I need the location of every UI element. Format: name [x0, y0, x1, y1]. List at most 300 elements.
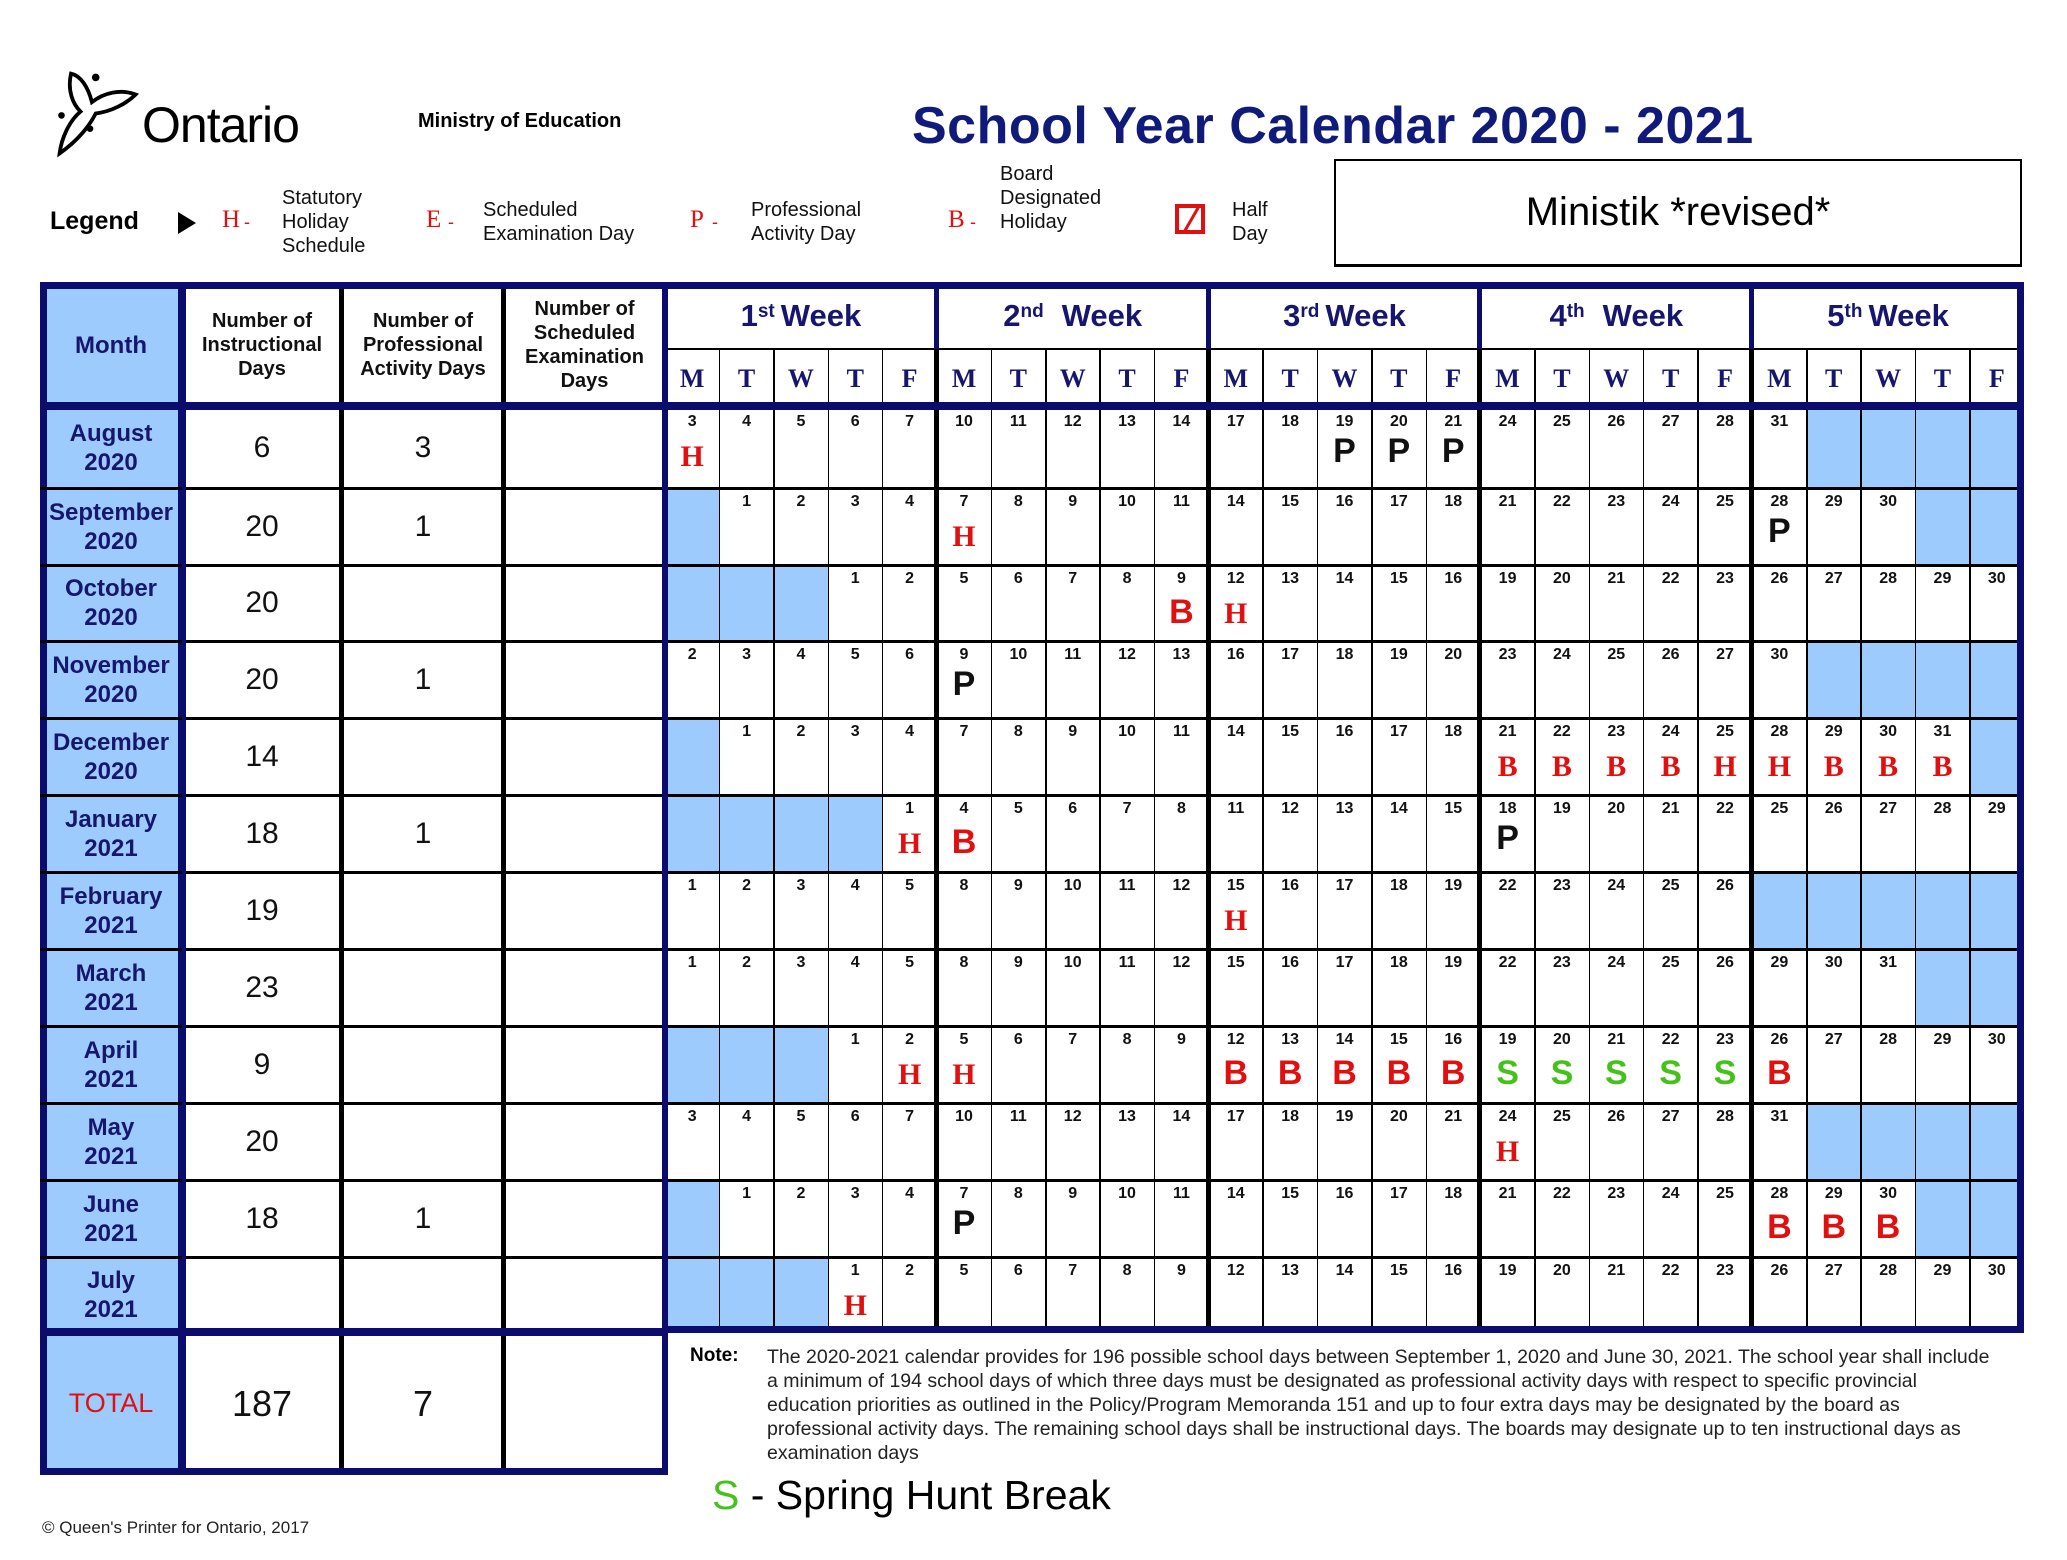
day-cell[interactable]	[828, 872, 882, 949]
day-cell[interactable]	[1807, 565, 1861, 641]
day-cell[interactable]	[1643, 1180, 1697, 1257]
day-cell[interactable]	[1209, 872, 1263, 949]
day-cell[interactable]	[1480, 872, 1534, 949]
day-cell[interactable]	[1100, 565, 1154, 641]
day-cell[interactable]	[1317, 949, 1371, 1026]
day-of-week-header: M	[951, 363, 977, 393]
day-cell[interactable]	[991, 718, 1045, 795]
empty-day-cell	[1861, 872, 1915, 949]
day-cell[interactable]	[1209, 641, 1263, 718]
day-cell[interactable]	[1589, 1180, 1643, 1257]
day-cell[interactable]	[1372, 795, 1426, 872]
day-cell[interactable]	[1480, 488, 1534, 565]
day-cell[interactable]	[1480, 1103, 1534, 1180]
day-cell[interactable]	[1752, 718, 1806, 795]
day-number: 24	[1553, 646, 1571, 663]
page-title: School Year Calendar 2020 - 2021	[912, 97, 1754, 155]
day-cell[interactable]	[1209, 718, 1263, 795]
day-cell[interactable]	[1046, 641, 1100, 718]
day-cell[interactable]	[1915, 1026, 1969, 1103]
day-cell[interactable]	[1643, 565, 1697, 641]
day-cell[interactable]	[882, 1103, 936, 1180]
day-cell[interactable]	[937, 1026, 991, 1103]
day-cell[interactable]	[1317, 1103, 1371, 1180]
day-cell[interactable]	[665, 408, 719, 488]
day-cell[interactable]	[1861, 565, 1915, 641]
day-cell[interactable]	[1263, 718, 1317, 795]
day-cell[interactable]	[1480, 718, 1534, 795]
day-cell[interactable]	[1807, 1026, 1861, 1103]
day-cell[interactable]	[1317, 1026, 1371, 1103]
day-number: 14	[1226, 723, 1245, 740]
day-cell[interactable]	[1698, 488, 1752, 565]
day-cell[interactable]	[1752, 641, 1806, 718]
day-cell[interactable]	[1046, 795, 1100, 872]
day-cell[interactable]	[1643, 641, 1697, 718]
day-cell[interactable]	[719, 641, 773, 718]
grid-line	[40, 717, 182, 720]
day-mark-p: P	[952, 665, 976, 703]
day-number: 13	[1281, 1262, 1300, 1279]
grid-line	[1154, 349, 1156, 1332]
day-cell[interactable]	[1589, 1026, 1643, 1103]
day-cell[interactable]	[774, 949, 828, 1026]
day-cell[interactable]	[1643, 488, 1697, 565]
day-cell[interactable]	[1535, 1026, 1589, 1103]
day-cell[interactable]	[1589, 795, 1643, 872]
day-cell[interactable]	[828, 1180, 882, 1257]
day-cell[interactable]	[1263, 872, 1317, 949]
day-cell[interactable]	[937, 565, 991, 641]
day-cell[interactable]	[1263, 408, 1317, 488]
day-cell[interactable]	[1807, 795, 1861, 872]
day-cell[interactable]	[1209, 1257, 1263, 1332]
day-cell[interactable]	[1535, 795, 1589, 872]
grid-line	[339, 282, 344, 1475]
day-cell[interactable]	[719, 408, 773, 488]
day-cell[interactable]	[1046, 1180, 1100, 1257]
day-cell[interactable]	[1752, 565, 1806, 641]
day-cell[interactable]	[937, 488, 991, 565]
legend-text-e: Scheduled Examination Day	[483, 199, 635, 245]
day-cell[interactable]	[774, 1103, 828, 1180]
day-cell[interactable]	[1154, 718, 1208, 795]
day-cell[interactable]	[1752, 795, 1806, 872]
day-cell[interactable]	[665, 949, 719, 1026]
day-cell[interactable]	[1698, 1257, 1752, 1332]
day-cell[interactable]	[1915, 718, 1969, 795]
day-cell[interactable]	[1046, 488, 1100, 565]
day-cell[interactable]	[1807, 1180, 1861, 1257]
day-cell[interactable]	[1643, 872, 1697, 949]
day-cell[interactable]	[1263, 1026, 1317, 1103]
day-cell[interactable]	[937, 718, 991, 795]
day-cell[interactable]	[882, 408, 936, 488]
day-cell[interactable]	[1426, 408, 1480, 488]
day-cell[interactable]	[774, 641, 828, 718]
day-cell[interactable]	[1317, 565, 1371, 641]
day-cell[interactable]	[1480, 795, 1534, 872]
day-cell[interactable]	[1263, 565, 1317, 641]
day-cell[interactable]	[882, 641, 936, 718]
day-cell[interactable]	[1046, 1026, 1100, 1103]
day-cell[interactable]	[1589, 1103, 1643, 1180]
day-cell[interactable]	[937, 1103, 991, 1180]
day-cell[interactable]	[1589, 641, 1643, 718]
day-cell[interactable]	[1643, 408, 1697, 488]
day-cell[interactable]	[991, 1257, 1045, 1332]
day-cell[interactable]	[828, 488, 882, 565]
day-cell[interactable]	[1046, 718, 1100, 795]
day-cell[interactable]	[1100, 1257, 1154, 1332]
day-cell[interactable]	[1752, 1026, 1806, 1103]
day-cell[interactable]	[1100, 1026, 1154, 1103]
total-instructional-cell: 187	[231, 1382, 293, 1424]
day-cell[interactable]	[1372, 641, 1426, 718]
day-cell[interactable]	[1154, 1103, 1208, 1180]
day-cell[interactable]	[1046, 1103, 1100, 1180]
day-cell[interactable]	[1372, 1257, 1426, 1332]
day-cell[interactable]	[1535, 565, 1589, 641]
day-cell[interactable]	[1100, 641, 1154, 718]
day-cell[interactable]	[774, 872, 828, 949]
day-cell[interactable]	[1915, 1257, 1969, 1332]
week-header-4	[1480, 282, 1752, 349]
day-cell[interactable]	[882, 1257, 936, 1332]
day-cell[interactable]	[1915, 565, 1969, 641]
day-cell[interactable]	[1861, 795, 1915, 872]
month-year: 2021	[84, 1142, 138, 1170]
day-cell[interactable]	[1480, 641, 1534, 718]
day-cell[interactable]	[1154, 1257, 1208, 1332]
day-number: 10	[1009, 646, 1028, 663]
day-cell[interactable]	[1807, 488, 1861, 565]
header-exam	[504, 282, 665, 408]
day-cell[interactable]	[1643, 718, 1697, 795]
day-cell[interactable]	[1263, 795, 1317, 872]
day-cell[interactable]	[1372, 872, 1426, 949]
instructional-days-cell: 23	[245, 970, 279, 1004]
day-cell[interactable]	[882, 872, 936, 949]
grid-line	[1534, 349, 1536, 1332]
day-cell[interactable]	[882, 565, 936, 641]
empty-day-cell	[1915, 949, 1969, 1026]
day-cell[interactable]	[1535, 408, 1589, 488]
day-cell[interactable]	[1046, 565, 1100, 641]
day-cell[interactable]	[1209, 408, 1263, 488]
day-cell[interactable]	[1861, 949, 1915, 1026]
day-cell[interactable]	[1046, 949, 1100, 1026]
day-cell[interactable]	[1154, 488, 1208, 565]
day-cell[interactable]	[1698, 795, 1752, 872]
day-cell[interactable]	[1317, 872, 1371, 949]
day-cell[interactable]	[937, 872, 991, 949]
day-cell[interactable]	[1209, 1103, 1263, 1180]
day-cell[interactable]	[665, 641, 719, 718]
day-cell[interactable]	[1317, 408, 1371, 488]
day-mark-b: B	[1660, 750, 1681, 783]
day-cell[interactable]	[1535, 872, 1589, 949]
day-mark-b: B	[1551, 750, 1572, 783]
day-cell[interactable]	[1698, 565, 1752, 641]
day-cell[interactable]	[1154, 641, 1208, 718]
day-cell[interactable]	[1861, 1026, 1915, 1103]
day-cell[interactable]	[1589, 872, 1643, 949]
day-cell[interactable]	[882, 1026, 936, 1103]
day-cell[interactable]	[1426, 1180, 1480, 1257]
day-cell[interactable]	[937, 641, 991, 718]
day-cell[interactable]	[991, 488, 1045, 565]
day-cell[interactable]	[1480, 565, 1534, 641]
day-cell[interactable]	[1535, 718, 1589, 795]
day-cell[interactable]	[1698, 1103, 1752, 1180]
day-cell[interactable]	[991, 641, 1045, 718]
day-cell[interactable]	[991, 872, 1045, 949]
day-cell[interactable]	[1807, 718, 1861, 795]
day-cell[interactable]	[1861, 718, 1915, 795]
day-number: 19	[1444, 877, 1463, 894]
day-cell[interactable]	[1046, 872, 1100, 949]
day-cell[interactable]	[1861, 1257, 1915, 1332]
day-cell[interactable]	[1535, 488, 1589, 565]
day-cell[interactable]	[1970, 1257, 2024, 1332]
header-professional	[342, 282, 504, 408]
day-cell[interactable]	[1263, 641, 1317, 718]
day-cell[interactable]	[1643, 1026, 1697, 1103]
day-cell[interactable]	[828, 718, 882, 795]
day-cell[interactable]	[1263, 488, 1317, 565]
day-number: 31	[1770, 413, 1789, 430]
day-cell[interactable]	[1535, 1257, 1589, 1332]
day-cell[interactable]	[1100, 872, 1154, 949]
empty-day-cell	[665, 1026, 719, 1103]
day-cell[interactable]	[882, 718, 936, 795]
day-cell[interactable]	[1372, 488, 1426, 565]
day-cell[interactable]	[719, 1103, 773, 1180]
day-number: 25	[1716, 493, 1734, 510]
day-cell[interactable]	[1426, 1257, 1480, 1332]
day-cell[interactable]	[1698, 872, 1752, 949]
day-cell[interactable]	[1480, 1257, 1534, 1332]
professional-days-cell	[342, 872, 504, 949]
day-cell[interactable]	[1426, 1026, 1480, 1103]
day-cell[interactable]	[719, 488, 773, 565]
day-cell[interactable]	[1317, 718, 1371, 795]
day-cell[interactable]	[882, 795, 936, 872]
day-cell[interactable]	[1970, 795, 2024, 872]
day-number: 12	[1172, 877, 1191, 894]
day-cell[interactable]	[1426, 565, 1480, 641]
day-cell[interactable]	[719, 872, 773, 949]
day-cell[interactable]	[1535, 1103, 1589, 1180]
day-cell[interactable]	[1807, 1257, 1861, 1332]
day-cell[interactable]	[1970, 565, 2024, 641]
day-cell[interactable]	[937, 1257, 991, 1332]
day-cell[interactable]	[1589, 408, 1643, 488]
day-cell[interactable]	[1046, 408, 1100, 488]
day-cell[interactable]	[1372, 1026, 1426, 1103]
day-cell[interactable]	[1317, 795, 1371, 872]
day-cell[interactable]	[1154, 408, 1208, 488]
day-cell[interactable]	[1372, 565, 1426, 641]
day-cell[interactable]	[1209, 488, 1263, 565]
day-cell[interactable]	[1263, 1180, 1317, 1257]
day-cell[interactable]	[1752, 1103, 1806, 1180]
day-cell[interactable]	[1589, 565, 1643, 641]
day-cell[interactable]	[1154, 565, 1208, 641]
day-cell[interactable]	[828, 565, 882, 641]
day-cell[interactable]	[1698, 641, 1752, 718]
day-number: 28	[1770, 493, 1789, 510]
day-cell[interactable]	[1426, 488, 1480, 565]
day-cell[interactable]	[1698, 718, 1752, 795]
day-cell[interactable]	[1426, 872, 1480, 949]
day-cell[interactable]	[1209, 565, 1263, 641]
day-cell[interactable]	[991, 1103, 1045, 1180]
day-cell[interactable]	[1317, 1257, 1371, 1332]
day-cell[interactable]	[1263, 1257, 1317, 1332]
empty-day-cell	[719, 795, 773, 872]
day-cell[interactable]	[1154, 1180, 1208, 1257]
day-cell[interactable]	[1698, 949, 1752, 1026]
day-cell[interactable]	[1209, 1026, 1263, 1103]
day-cell[interactable]	[1100, 795, 1154, 872]
day-cell[interactable]	[991, 795, 1045, 872]
day-cell[interactable]	[1154, 949, 1208, 1026]
day-cell[interactable]	[1263, 1103, 1317, 1180]
day-cell[interactable]	[1317, 1180, 1371, 1257]
day-number: 20	[1607, 800, 1626, 817]
day-cell[interactable]	[1426, 641, 1480, 718]
day-cell[interactable]	[1100, 408, 1154, 488]
day-cell[interactable]	[1100, 1103, 1154, 1180]
day-number: 15	[1226, 877, 1245, 894]
day-number: 10	[1118, 493, 1136, 510]
day-number: 11	[1227, 800, 1245, 817]
day-number: 8	[959, 954, 969, 971]
day-cell[interactable]	[1426, 795, 1480, 872]
day-cell[interactable]	[1046, 1257, 1100, 1332]
day-cell[interactable]	[1970, 1026, 2024, 1103]
day-cell[interactable]	[774, 1180, 828, 1257]
day-cell[interactable]	[1752, 1180, 1806, 1257]
day-number: 2	[796, 1185, 806, 1202]
day-cell[interactable]	[991, 408, 1045, 488]
day-cell[interactable]	[828, 641, 882, 718]
day-cell[interactable]	[991, 1180, 1045, 1257]
day-cell[interactable]	[1589, 488, 1643, 565]
day-cell[interactable]	[665, 1103, 719, 1180]
day-cell[interactable]	[1915, 795, 1969, 872]
day-cell[interactable]	[1480, 1026, 1534, 1103]
day-cell[interactable]	[1589, 949, 1643, 1026]
day-cell[interactable]	[1752, 1257, 1806, 1332]
day-cell[interactable]	[991, 565, 1045, 641]
day-cell[interactable]	[1535, 1180, 1589, 1257]
day-number: 3	[687, 413, 697, 430]
day-cell[interactable]	[1861, 1180, 1915, 1257]
day-cell[interactable]	[1535, 949, 1589, 1026]
day-cell[interactable]	[1209, 795, 1263, 872]
day-cell[interactable]	[1372, 949, 1426, 1026]
day-cell[interactable]	[1807, 949, 1861, 1026]
day-cell[interactable]	[1209, 949, 1263, 1026]
day-cell[interactable]	[719, 718, 773, 795]
day-cell[interactable]	[1154, 1026, 1208, 1103]
day-cell[interactable]	[1589, 718, 1643, 795]
day-cell[interactable]	[1372, 1103, 1426, 1180]
day-cell[interactable]	[665, 872, 719, 949]
day-cell[interactable]	[828, 949, 882, 1026]
day-cell[interactable]	[1480, 1180, 1534, 1257]
day-cell[interactable]	[991, 1026, 1045, 1103]
day-cell[interactable]	[1100, 718, 1154, 795]
day-cell[interactable]	[882, 488, 936, 565]
day-cell[interactable]	[937, 795, 991, 872]
day-cell[interactable]	[1643, 1103, 1697, 1180]
day-cell[interactable]	[1535, 641, 1589, 718]
day-cell[interactable]	[1372, 408, 1426, 488]
day-cell[interactable]	[719, 1180, 773, 1257]
day-number: 17	[1281, 646, 1300, 663]
empty-day-cell	[774, 565, 828, 641]
day-cell[interactable]	[1100, 488, 1154, 565]
day-cell[interactable]	[774, 408, 828, 488]
day-cell[interactable]	[1372, 1180, 1426, 1257]
day-cell[interactable]	[991, 949, 1045, 1026]
day-cell[interactable]	[774, 718, 828, 795]
day-cell[interactable]	[937, 408, 991, 488]
day-cell[interactable]	[1154, 795, 1208, 872]
day-cell[interactable]	[719, 949, 773, 1026]
day-cell[interactable]	[1861, 488, 1915, 565]
day-cell[interactable]	[882, 949, 936, 1026]
day-cell[interactable]	[1100, 1180, 1154, 1257]
day-cell[interactable]	[1643, 1257, 1697, 1332]
day-cell[interactable]	[1209, 1180, 1263, 1257]
day-number: 31	[1933, 723, 1952, 740]
day-cell[interactable]	[1480, 949, 1534, 1026]
day-cell[interactable]	[828, 1103, 882, 1180]
day-cell[interactable]	[828, 408, 882, 488]
day-cell[interactable]	[1426, 718, 1480, 795]
day-cell[interactable]	[1154, 872, 1208, 949]
day-cell[interactable]	[1317, 641, 1371, 718]
day-cell[interactable]	[828, 1026, 882, 1103]
day-cell[interactable]	[774, 488, 828, 565]
day-cell[interactable]	[1100, 949, 1154, 1026]
day-cell[interactable]	[882, 1180, 936, 1257]
day-cell[interactable]	[1698, 1026, 1752, 1103]
day-cell[interactable]	[1752, 488, 1806, 565]
day-cell[interactable]	[1426, 949, 1480, 1026]
day-cell[interactable]	[1589, 1257, 1643, 1332]
day-cell[interactable]	[1317, 488, 1371, 565]
day-cell[interactable]	[828, 1257, 882, 1332]
day-cell[interactable]	[937, 949, 991, 1026]
day-cell[interactable]	[1372, 718, 1426, 795]
day-cell[interactable]	[1752, 949, 1806, 1026]
day-cell[interactable]	[1752, 408, 1806, 488]
day-cell[interactable]	[1426, 1103, 1480, 1180]
day-cell[interactable]	[937, 1180, 991, 1257]
day-cell[interactable]	[1698, 1180, 1752, 1257]
day-cell[interactable]	[1480, 408, 1534, 488]
day-cell[interactable]	[1643, 949, 1697, 1026]
day-cell[interactable]	[1698, 408, 1752, 488]
day-cell[interactable]	[1263, 949, 1317, 1026]
day-cell[interactable]	[1643, 795, 1697, 872]
